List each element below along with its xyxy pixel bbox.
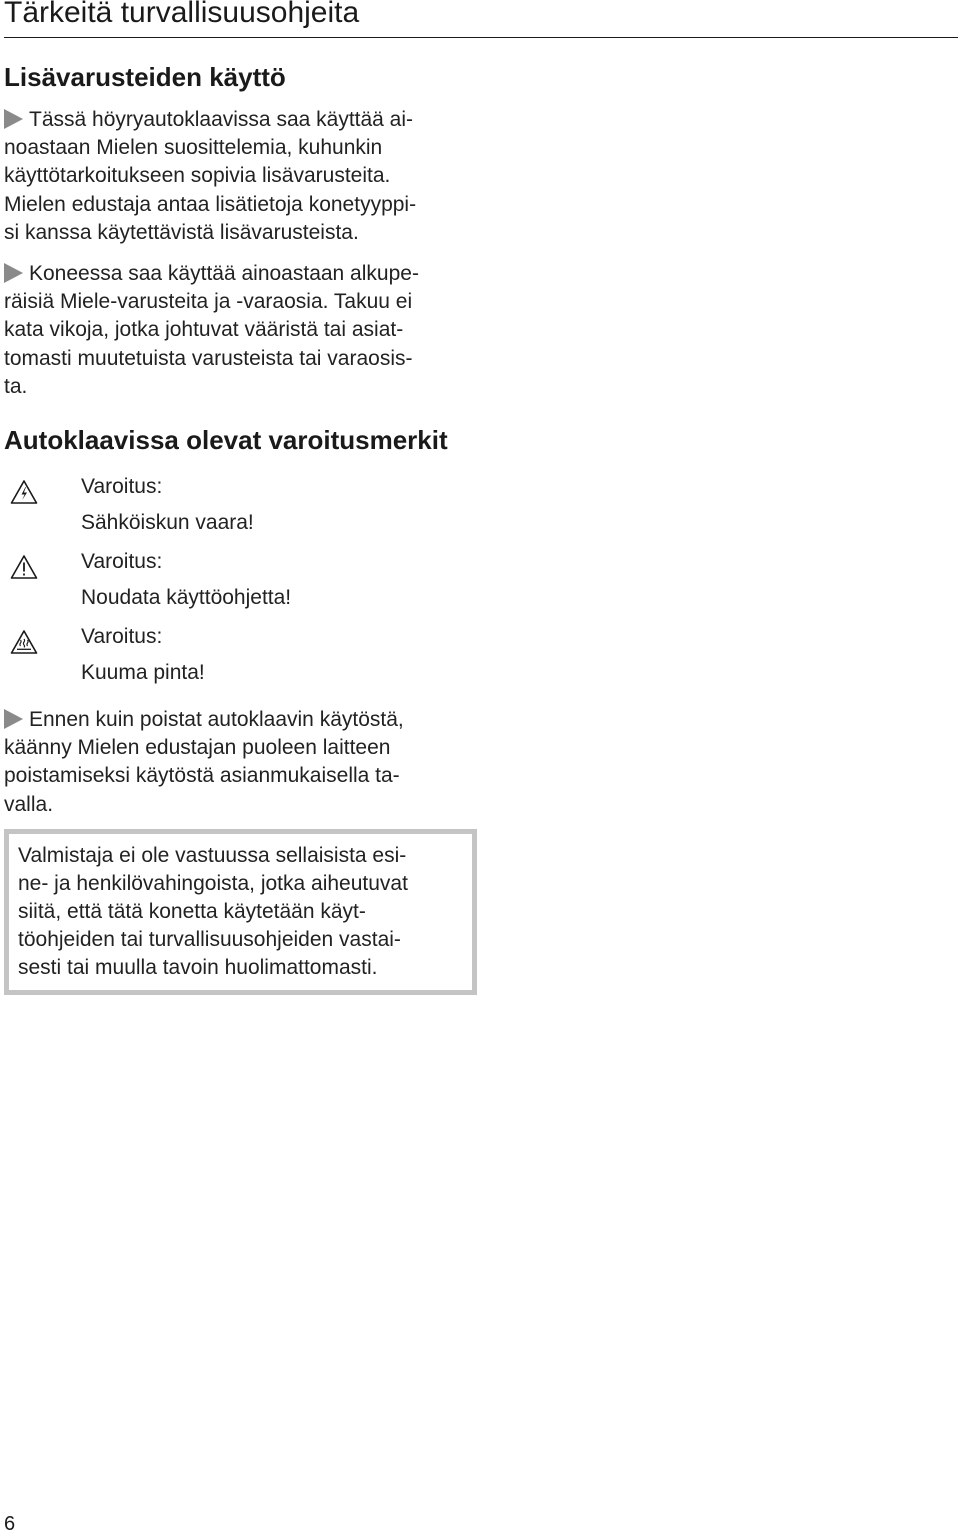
warning-item-hot-surface: [4, 621, 474, 696]
text-line: valla.: [4, 792, 54, 816]
text-line: käänny Mielen edustajan puoleen laitteen: [4, 736, 391, 760]
section-heading-warnings: Autoklaavissa olevat varoitusmerkit: [4, 425, 448, 456]
notice-line: ne- ja henkilövahingoista, jotka aiheutuvat: [18, 871, 408, 895]
hot-surface-warning-icon: [10, 629, 38, 655]
bullet-paragraph-decommission: [4, 706, 474, 819]
bullet-arrow-icon: [4, 109, 23, 129]
content-column: [4, 58, 474, 995]
text-line: tomasti muutetuista varusteista tai varaosis-: [4, 346, 413, 370]
title-divider: [4, 37, 958, 38]
warning-item-general: [4, 546, 474, 621]
warning-label: Varoitus:: [81, 625, 163, 649]
liability-notice-box: [4, 829, 477, 995]
notice-line: sesti tai muulla tavoin huolimattomasti.: [18, 955, 378, 979]
text-line: ta.: [4, 374, 28, 398]
text-line: Ennen kuin poistat autoklaavin käytöstä,: [4, 706, 474, 734]
warning-text: Noudata käyttöohjetta!: [81, 586, 292, 610]
electric-shock-warning-icon: [10, 479, 38, 505]
text-line: poistamiseksi käytöstä asianmukaisella ta-: [4, 764, 400, 788]
warning-label: Varoitus:: [81, 475, 163, 499]
notice-line: töohjeiden tai turvallisuusohjeiden vastai-: [18, 927, 401, 951]
bullet-paragraph-accessories-1: [4, 106, 474, 247]
warning-label: Varoitus:: [81, 550, 163, 574]
text-line: räisiä Miele-varusteita ja -varaosia. Takuu ei: [4, 290, 413, 314]
notice-line: Valmistaja ei ole vastuussa sellaisista esi-: [18, 843, 407, 867]
text-line: käyttötarkoitukseen sopivia lisävarusteita.: [4, 164, 391, 188]
section-heading-accessories: Lisävarusteiden käyttö: [4, 62, 286, 92]
text-line: Koneessa saa käyttää ainoastaan alkupe-: [4, 260, 474, 288]
bullet-paragraph-accessories-2: [4, 260, 474, 401]
page-title: Tärkeitä turvallisuusohjeita: [4, 0, 360, 29]
general-warning-icon: [10, 554, 38, 580]
text-line: si kanssa käytettävistä lisävarusteista.: [4, 220, 359, 244]
notice-line: siitä, että tätä konetta käytetään käyt-: [18, 899, 366, 923]
text-line: Tässä höyryautoklaavissa saa käyttää ai-: [4, 106, 474, 134]
warning-text: Sähköiskun vaara!: [81, 511, 254, 535]
text-line: Mielen edustaja antaa lisätietoja konetyyppi-: [4, 192, 417, 216]
text-line: noastaan Mielen suosittelemia, kuhunkin: [4, 136, 383, 160]
warning-text: Kuuma pinta!: [81, 661, 205, 685]
bullet-arrow-icon: [4, 263, 23, 283]
warning-item-electric: [4, 471, 474, 546]
text-line: kata vikoja, jotka johtuvat vääristä tai asiat-: [4, 318, 404, 342]
warning-symbols-list: [4, 471, 474, 696]
bullet-arrow-icon: [4, 709, 23, 729]
page-number: 6: [4, 1513, 16, 1535]
